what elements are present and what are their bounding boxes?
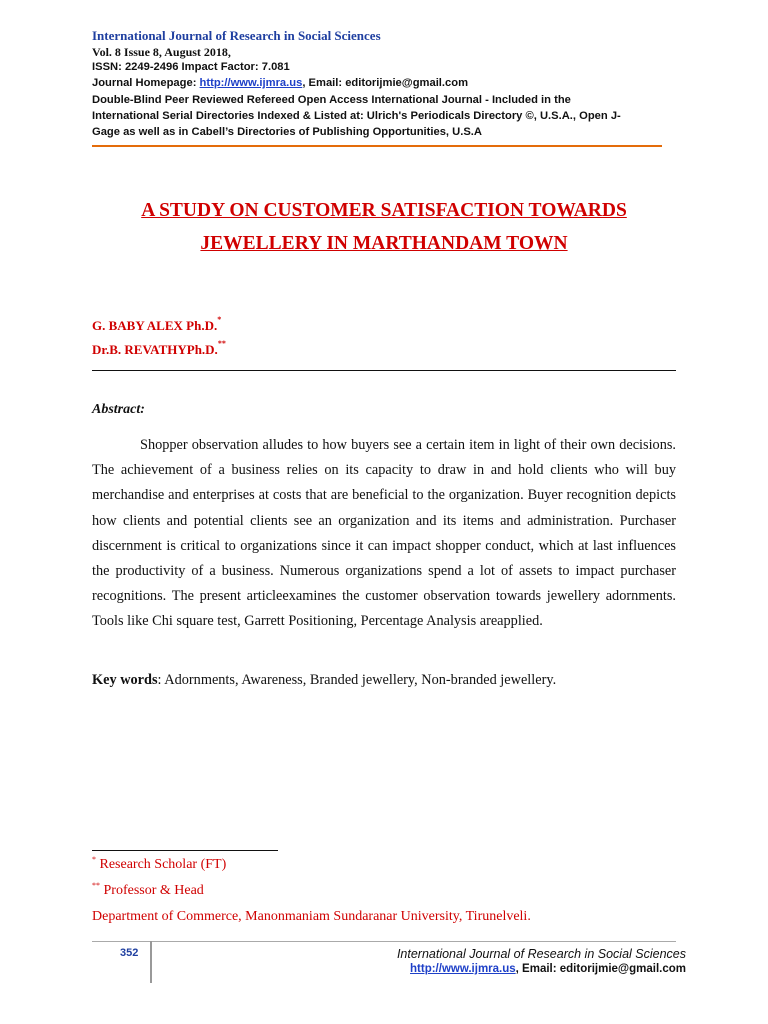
footnote-marker: **	[217, 339, 226, 348]
keywords-text: : Adornments, Awareness, Branded jewellery, Non-branded jewellery.	[157, 672, 557, 688]
email-label: , Email: editorijmie@gmail.com	[302, 77, 469, 89]
author-2	[92, 339, 226, 358]
footer-journal-name: International Journal of Research in Social Sciences	[396, 947, 686, 961]
footer-vertical-divider	[150, 941, 152, 983]
footnote-1	[92, 857, 226, 873]
footnote-text: Research Scholar (FT)	[96, 857, 227, 872]
journal-description-line-3: Gage as well as in Cabell’s Directories of Publishing Opportunities, U.S.A	[92, 126, 482, 138]
volume-info: Vol. 8 Issue 8, August 2018,	[92, 45, 231, 59]
homepage-link[interactable]: http://www.ijmra.us	[199, 77, 303, 89]
footnote-divider	[92, 850, 278, 851]
issn-info: ISSN: 2249-2496 Impact Factor: 7.081	[92, 61, 290, 73]
author-name: G. BABY ALEX Ph.D.	[92, 318, 218, 333]
footer-contact	[410, 963, 686, 975]
footer-homepage-link[interactable]: http://www.ijmra.us	[410, 963, 516, 975]
journal-title: International Journal of Research in Social Sciences	[92, 28, 381, 43]
header-divider	[92, 145, 662, 147]
keywords-label: Key words	[92, 672, 158, 688]
author-1	[92, 315, 222, 334]
footer-divider	[92, 941, 676, 942]
author-name: Dr.B. REVATHYPh.D.	[92, 342, 218, 357]
authors-divider	[92, 370, 676, 371]
footnote-2	[92, 883, 204, 899]
paper-title-line-2: JEWELLERY IN MARTHANDAM TOWN	[200, 233, 568, 254]
footnote-text: Professor & Head	[100, 883, 204, 898]
footer-email: , Email: editorijmie@gmail.com	[515, 963, 686, 975]
keywords	[92, 672, 556, 689]
journal-description-line-1: Double-Blind Peer Reviewed Refereed Open Access International Journal - Included in the	[92, 94, 571, 106]
footnote-marker: *	[217, 315, 222, 324]
journal-description-line-2: International Serial Directories Indexed & Listed at: Ulrich's Periodicals Directory ©, U.S.A., Open J-	[92, 110, 621, 122]
page-number: 352	[120, 947, 139, 959]
abstract-text: Shopper observation alludes to how buyers see a certain item in light of their own decisions. The achievement of a business relies on its capacity to draw in and hold clients who will buy merchandise and enterprises at costs that are beneficial to the organization. Buyer recognition depicts how clients and potential clients see an organization and its items and administration. Purchaser discernment is critical to organizations since it can impact shopper conduct, which at last influences the productivity of a business. Numerous organizations spend a lot of assets to impact purchaser recognitions. The present articleexamines the customer observation towards jewellery adornments. Tools like Chi square test, Garrett Positioning, Percentage Analysis areapplied.	[92, 437, 676, 630]
abstract-heading: Abstract:	[92, 402, 145, 417]
homepage-label: Journal Homepage:	[92, 77, 200, 89]
paper-title-line-1: A STUDY ON CUSTOMER SATISFACTION TOWARDS	[141, 200, 627, 221]
footnote-marker: *	[92, 855, 96, 864]
department-affiliation: Department of Commerce, Manonmaniam Sundaranar University, Tirunelveli.	[92, 909, 531, 924]
journal-homepage-line	[92, 75, 468, 92]
footnote-marker: **	[92, 881, 100, 890]
